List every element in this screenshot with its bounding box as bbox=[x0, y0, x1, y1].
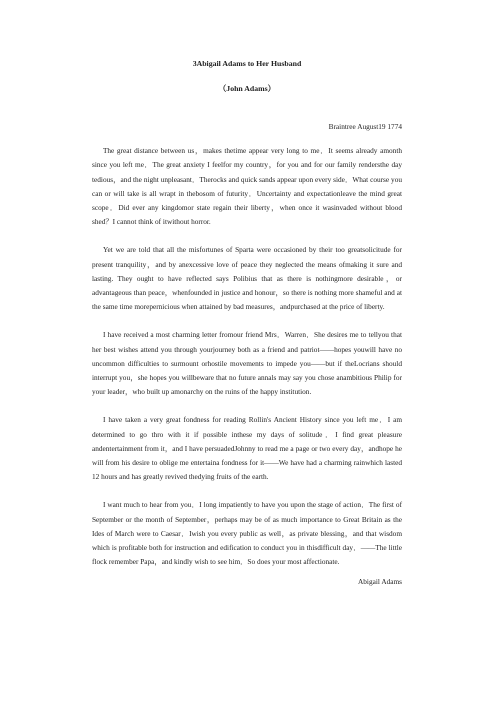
paragraph-sparta: Yet we are told that all the misfortunes of Sparta were occasioned by their too greatsolicitude for present tranquility，and by anexcessive love of peace they neglected the means ofmaking it sure and lasting. They ought to have reflected says Polibius that as there is nothingmore desirable，or advantageous than peace，whenfounded in justice and honour，so there is nothing more shameful and at the same time morepernicious when attained by bad measures，andpurchased at the price of liberty. bbox=[92, 245, 402, 312]
paragraph-closing: I want much to hear from you．I long impatiently to have you upon the stage of action．The first of September or the month of September，perhaps may be of as much importance to Great Britain as the Ides of March were to Caesar．Iwish you every public as well，as private blessing，and that wisdom which is profitable both for instruction and edification to conduct you in thisdifficult day．——The little flock remember Papa，and kindly wish to see him．So does your most affectionate. bbox=[92, 500, 402, 567]
letter-page bbox=[92, 58, 402, 590]
letter-signature: Abigail Adams bbox=[358, 577, 402, 587]
paragraph-mrs-warren: I have received a most charming letter fromour friend Mrs．Warren．She desires me to tellyou that her best wishes attend you through yourjourney both as a friend and patriot——hopes youwill have no uncommon difficulties to surmount orhostile movements to impede you——but if theLocrians should interrupt you，she hopes you willbeware that no future annals may say you chose anambitious Philip for your leader，who built up amonarchy on the ruins of the happy institution. bbox=[92, 330, 402, 397]
letter-dateline: Braintree August19 1774 bbox=[328, 122, 402, 131]
letter-recipient: （John Adams） bbox=[218, 84, 276, 93]
paragraph-rollin-history: I have taken a very great fondness for reading Rollin's Ancient History since you left me．I am determined to go thro with it if possible inthese my days of solitude．I find great pleasure andentertainment from it，and I have persuadedJohnny to read me a page or two every day，andhope he will from his desire to oblige me entertaina fondness for it——We have had a charming rainwhich lasted 12 hours and has greatly revived thedying fruits of the earth. bbox=[92, 415, 402, 482]
letter-title: 3Abigail Adams to Her Husband bbox=[192, 59, 302, 68]
paragraph-distance: The great distance between us，makes thetime appear very long to me．It seems already amonth since you left me．The great anxiety I feelfor my country，for you and for our family rendersthe day tedious，and the night unpleasant．Therocks and quick sands appear upon every side．What course you can or will take is all wrapt in thebosom of futurity．Uncertainty and expectationleave the mind great scope．Did ever any kingdomor state regain their liberty，when once it wasinvaded without blood shed？I cannot think of itwithout horror. bbox=[92, 146, 402, 227]
